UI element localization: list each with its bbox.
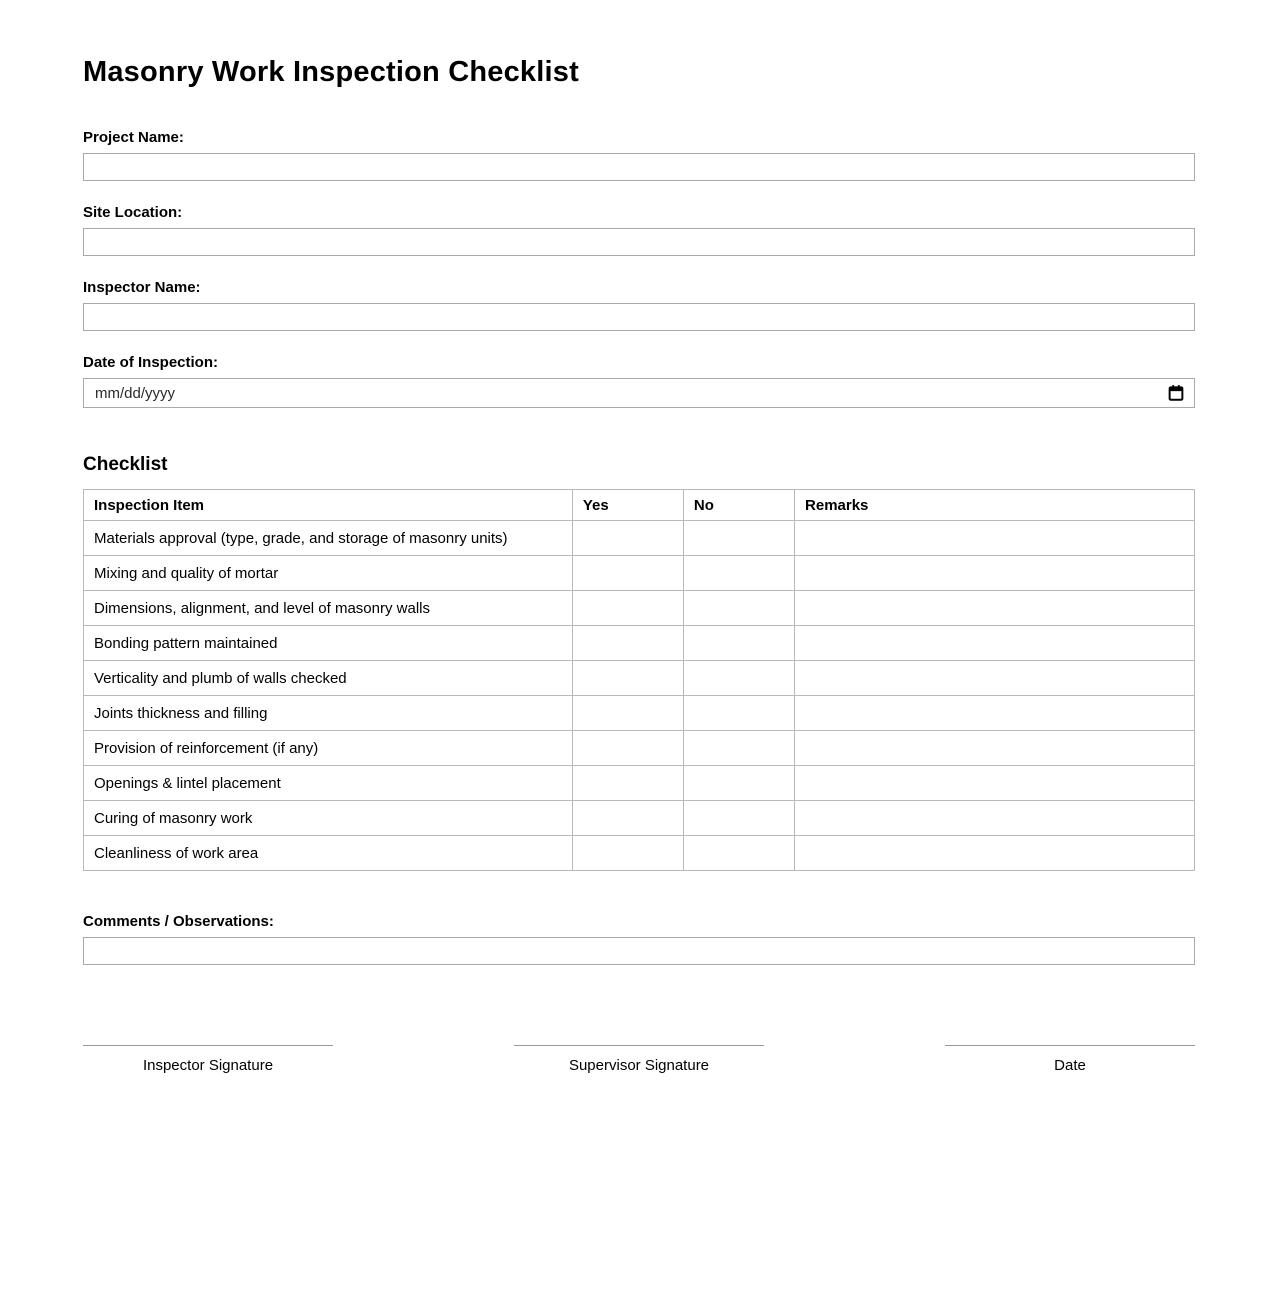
inspection-item-cell: Dimensions, alignment, and level of masonry walls (84, 591, 573, 626)
no-cell (683, 836, 794, 871)
checklist-table (83, 489, 1195, 871)
calendar-icon[interactable] (1167, 384, 1185, 402)
no-cell (683, 661, 794, 696)
checklist-heading: Checklist (83, 454, 168, 475)
column-header-no: No (683, 490, 794, 521)
inspection-item-cell: Mixing and quality of mortar (84, 556, 573, 591)
column-header-inspection-item: Inspection Item (84, 490, 573, 521)
date-of-inspection-label: Date of Inspection: (83, 354, 219, 371)
date-signature-label: Date (1054, 1057, 1086, 1074)
remarks-cell (795, 836, 1195, 871)
site-location-label: Site Location: (83, 204, 183, 221)
date-of-inspection-input[interactable] (83, 378, 1195, 408)
inspection-item-cell: Bonding pattern maintained (84, 626, 573, 661)
yes-cell (572, 766, 683, 801)
no-cell (683, 626, 794, 661)
yes-cell (572, 731, 683, 766)
no-cell (683, 521, 794, 556)
table-row (84, 731, 1195, 766)
project-name-label: Project Name: (83, 129, 184, 146)
yes-cell (572, 591, 683, 626)
no-cell (683, 801, 794, 836)
remarks-cell (795, 766, 1195, 801)
inspection-item-cell: Materials approval (type, grade, and storage of masonry units) (84, 521, 573, 556)
remarks-cell (795, 521, 1195, 556)
no-cell (683, 556, 794, 591)
remarks-cell (795, 556, 1195, 591)
field-site-location (83, 204, 1195, 256)
site-location-input[interactable] (83, 228, 1195, 256)
supervisor-signature-label: Supervisor Signature (568, 1057, 710, 1074)
remarks-cell (795, 661, 1195, 696)
inspection-item-cell: Provision of reinforcement (if any) (84, 731, 573, 766)
signature-block-date (945, 1045, 1195, 1074)
inspection-item-cell: Verticality and plumb of walls checked (84, 661, 573, 696)
remarks-cell (795, 801, 1195, 836)
no-cell (683, 696, 794, 731)
field-comments (83, 913, 1195, 965)
column-header-remarks: Remarks (795, 490, 1195, 521)
inspector-signature-label: Inspector Signature (142, 1057, 274, 1074)
table-header-row (84, 490, 1195, 521)
table-row (84, 521, 1195, 556)
column-header-yes: Yes (572, 490, 683, 521)
yes-cell (572, 626, 683, 661)
table-row (84, 766, 1195, 801)
table-row (84, 556, 1195, 591)
inspection-item-cell: Curing of masonry work (84, 801, 573, 836)
comments-input[interactable] (83, 937, 1195, 965)
field-date-of-inspection (83, 354, 1195, 408)
remarks-cell (795, 731, 1195, 766)
table-row (84, 626, 1195, 661)
inspection-item-cell: Cleanliness of work area (84, 836, 573, 871)
signature-block-inspector (83, 1045, 333, 1074)
field-inspector-name (83, 279, 1195, 331)
signature-block-supervisor (514, 1045, 764, 1074)
comments-label: Comments / Observations: (83, 913, 274, 930)
yes-cell (572, 801, 683, 836)
inspector-name-input[interactable] (83, 303, 1195, 331)
no-cell (683, 766, 794, 801)
signature-section (83, 1045, 1195, 1074)
field-project-name (83, 129, 1195, 181)
remarks-cell (795, 626, 1195, 661)
table-row (84, 661, 1195, 696)
yes-cell (572, 521, 683, 556)
inspection-item-cell: Openings & lintel placement (84, 766, 573, 801)
table-row (84, 591, 1195, 626)
remarks-cell (795, 696, 1195, 731)
remarks-cell (795, 591, 1195, 626)
page-title: Masonry Work Inspection Checklist (83, 56, 579, 88)
inspector-name-label: Inspector Name: (83, 279, 201, 296)
project-name-input[interactable] (83, 153, 1195, 181)
date-placeholder: mm/dd/yyyy (95, 384, 176, 402)
no-cell (683, 731, 794, 766)
yes-cell (572, 661, 683, 696)
yes-cell (572, 836, 683, 871)
table-row (84, 801, 1195, 836)
yes-cell (572, 556, 683, 591)
table-row (84, 836, 1195, 871)
yes-cell (572, 696, 683, 731)
no-cell (683, 591, 794, 626)
inspection-item-cell: Joints thickness and filling (84, 696, 573, 731)
table-row (84, 696, 1195, 731)
